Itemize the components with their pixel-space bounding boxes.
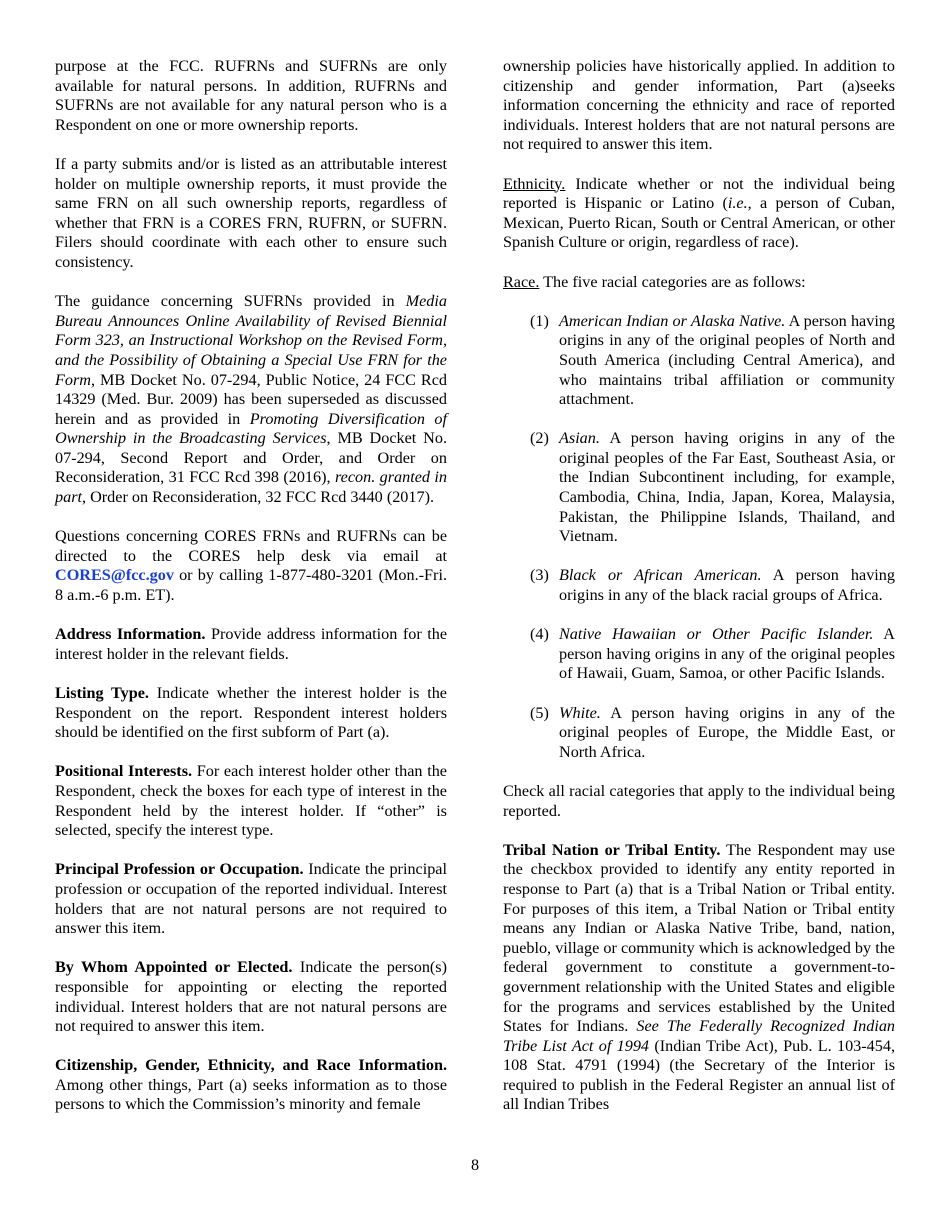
address-information-paragraph: Address Information. Provide address information for the interest holder in the relevant fields. [55, 625, 447, 663]
section-heading: Principal Profession or Occupation. [55, 860, 304, 879]
act-title: See The Federally Recognized Indian Tribe List Act of 1994 [503, 1017, 896, 1055]
recon-phrase: recon. granted in part [55, 468, 447, 507]
race-name: American Indian or Alaska Native. [559, 311, 786, 330]
list-number: (3) [530, 566, 549, 585]
race-name: Asian. [559, 429, 600, 448]
positional-interests-paragraph: Positional Interests. For each interest holder other than the Respondent, check the boxes for each type of interest in the Respondent held by the interest holder. If “other” is selected, specify the interest type. [55, 762, 447, 840]
public-notice-title: Media Bureau Announces Online Availability of Revised Biennial Form 323, an Instructional Workshop on the Revised Form, and the Possibility of Obtaining a Special Use FRN for the Form [55, 292, 447, 389]
race-name: Native Hawaiian or Other Pacific Islander. [559, 625, 874, 644]
citizenship-paragraph: Citizenship, Gender, Ethnicity, and Race Information. Among other things, Part (a) seeks information as to those persons to which the Commission’s minority and female [55, 1056, 447, 1114]
check-all-paragraph: Check all racial categories that apply to the individual being reported. [503, 781, 895, 820]
case-title: Promoting Diversification of Ownership in the Broadcasting Services [55, 409, 447, 448]
section-heading: Positional Interests. [55, 762, 193, 781]
listing-type-paragraph: Listing Type. Indicate whether the interest holder is the Respondent on the report. Respondent interest holders should be identified on the first subform of Part (a). [55, 684, 447, 742]
page-number: 8 [470, 1156, 480, 1174]
race-item-american-indian: (1) American Indian or Alaska Native. A person having origins in any of the original peoples of North and South America (including Central America), and who maintains tribal affiliation or community attachment. [530, 311, 895, 409]
race-item-white: (5) White. A person having origins in any of the original peoples of Europe, the Middle East, or North Africa. [530, 703, 895, 761]
race-paragraph: Race. The five racial categories are as follows: [503, 272, 806, 291]
list-number: (4) [530, 625, 549, 644]
principal-profession-paragraph: Principal Profession or Occupation. Indicate the principal profession or occupation of the reported individual. Interest holders that are not natural persons are not required to answer this item. [55, 860, 447, 938]
right-column [503, 57, 895, 1135]
list-number: (1) [530, 311, 549, 330]
tribal-nation-paragraph: Tribal Nation or Tribal Entity. The Respondent may use the checkbox provided to identify any entity reported in response to Part (a) that is a Tribal Nation or Tribal entity. For purposes of this item, a Tribal Nation or Tribal entity means any Indian or Alaska Native Tribe, band, nation, pueblo, village or community which is acknowledged by the federal government to constitute a government-to-government relationship with the United States and eligible for the programs and services established by the United States for Indians. See The Federally Recognized Indian Tribe List Act of 1994 (Indian Tribe Act), Pub. L. 103-454, 108 Stat. 4791 (1994) (the Secretary of the Interior is required to publish in the Federal Register an annual list of all Indian Tribes [503, 840, 896, 1114]
race-name: Black or African American. [559, 566, 762, 585]
section-heading: By Whom Appointed or Elected. [55, 958, 293, 977]
section-heading: Citizenship, Gender, Ethnicity, and Race Information. [55, 1056, 447, 1075]
race-item-pacific-islander: (4) Native Hawaiian or Other Pacific Islander. A person having origins in any of the original peoples of Hawaii, Guam, Samoa, or other Pacific Islands. [530, 625, 895, 683]
sufrn-guidance-paragraph: The guidance concerning SUFRNs provided in Media Bureau Announces Online Availability of Revised Biennial Form 323, an Instructional Workshop on the Revised Form, and the Possibility of Obtaining a Special Use FRN for the Form, MB Docket No. 07-294, Public Notice, 24 FCC Rcd 14329 (Med. Bur. 2009) has been superseded as discussed herein and as provided in Promoting Diversification of Ownership in the Broadcasting Services, MB Docket No. 07-294, Second Report and Order, and Order on Reconsideration, 31 FCC Rcd 398 (2016), recon. granted in part, Order on Reconsideration, 32 FCC Rcd 3440 (2017). [55, 292, 448, 507]
ethnicity-paragraph: Ethnicity. Indicate whether or not the individual being reported is Hispanic or Latino (i.e., a person of Cuban, Mexican, Puerto Rican, South or Central American, or other Spanish Culture or origin, regardless of race). [503, 174, 895, 252]
left-column [55, 57, 447, 1135]
section-heading: Listing Type. [55, 684, 149, 702]
section-heading: Address Information. [55, 625, 206, 644]
ethnicity-label: Ethnicity. [503, 174, 566, 193]
cores-help-paragraph: Questions concerning CORES FRNs and RUFRNs can be directed to the CORES help desk via email at CORES@fcc.gov or by calling 1-877-480-3201 (Mon.-Fri. 8 a.m.-6 p.m. ET). [55, 527, 447, 605]
multiple-reports-paragraph: If a party submits and/or is listed as an attributable interest holder on multiple ownership reports, it must provide the same FRN on all such ownership reports, regardless of whether that FRN is a CORES FRN, RUFRN, or SUFRN. Filers should coordinate with each other to ensure such consistency. [55, 154, 447, 271]
race-name: White. [559, 703, 601, 722]
section-heading: Tribal Nation or Tribal Entity. [503, 840, 721, 859]
race-item-black: (3) Black or African American. A person having origins in any of the black racial groups of Africa. [530, 566, 895, 605]
ownership-policies-paragraph: ownership policies have historically applied. In addition to citizenship and gender information, Part (a)seeks information concerning the ethnicity and race of reported individuals. Interest holders that are not natural persons are not required to answer this item. [503, 57, 895, 154]
race-item-asian: (2) Asian. A person having origins in any of the original peoples of the Far East, Southeast Asia, or the Indian Subcontinent including, for example, Cambodia, China, India, Japan, Korea, Malaysia, Pakistan, the Philippine Islands, Thailand, and Vietnam. [530, 429, 895, 546]
cores-email-link[interactable]: CORES@fcc.gov [55, 566, 174, 585]
list-number: (2) [530, 429, 549, 448]
appointed-elected-paragraph: By Whom Appointed or Elected. Indicate the person(s) responsible for appointing or electing the reported individual. Interest holders that are not natural persons are not required to answer this item. [55, 958, 447, 1036]
list-number: (5) [530, 703, 549, 722]
frn-availability-paragraph: purpose at the FCC. RUFRNs and SUFRNs are only available for natural persons. In addition, RUFRNs and SUFRNs are not available for any natural person who is a Respondent on one or more ownership reports. [55, 57, 447, 134]
race-label: Race. [503, 272, 540, 291]
